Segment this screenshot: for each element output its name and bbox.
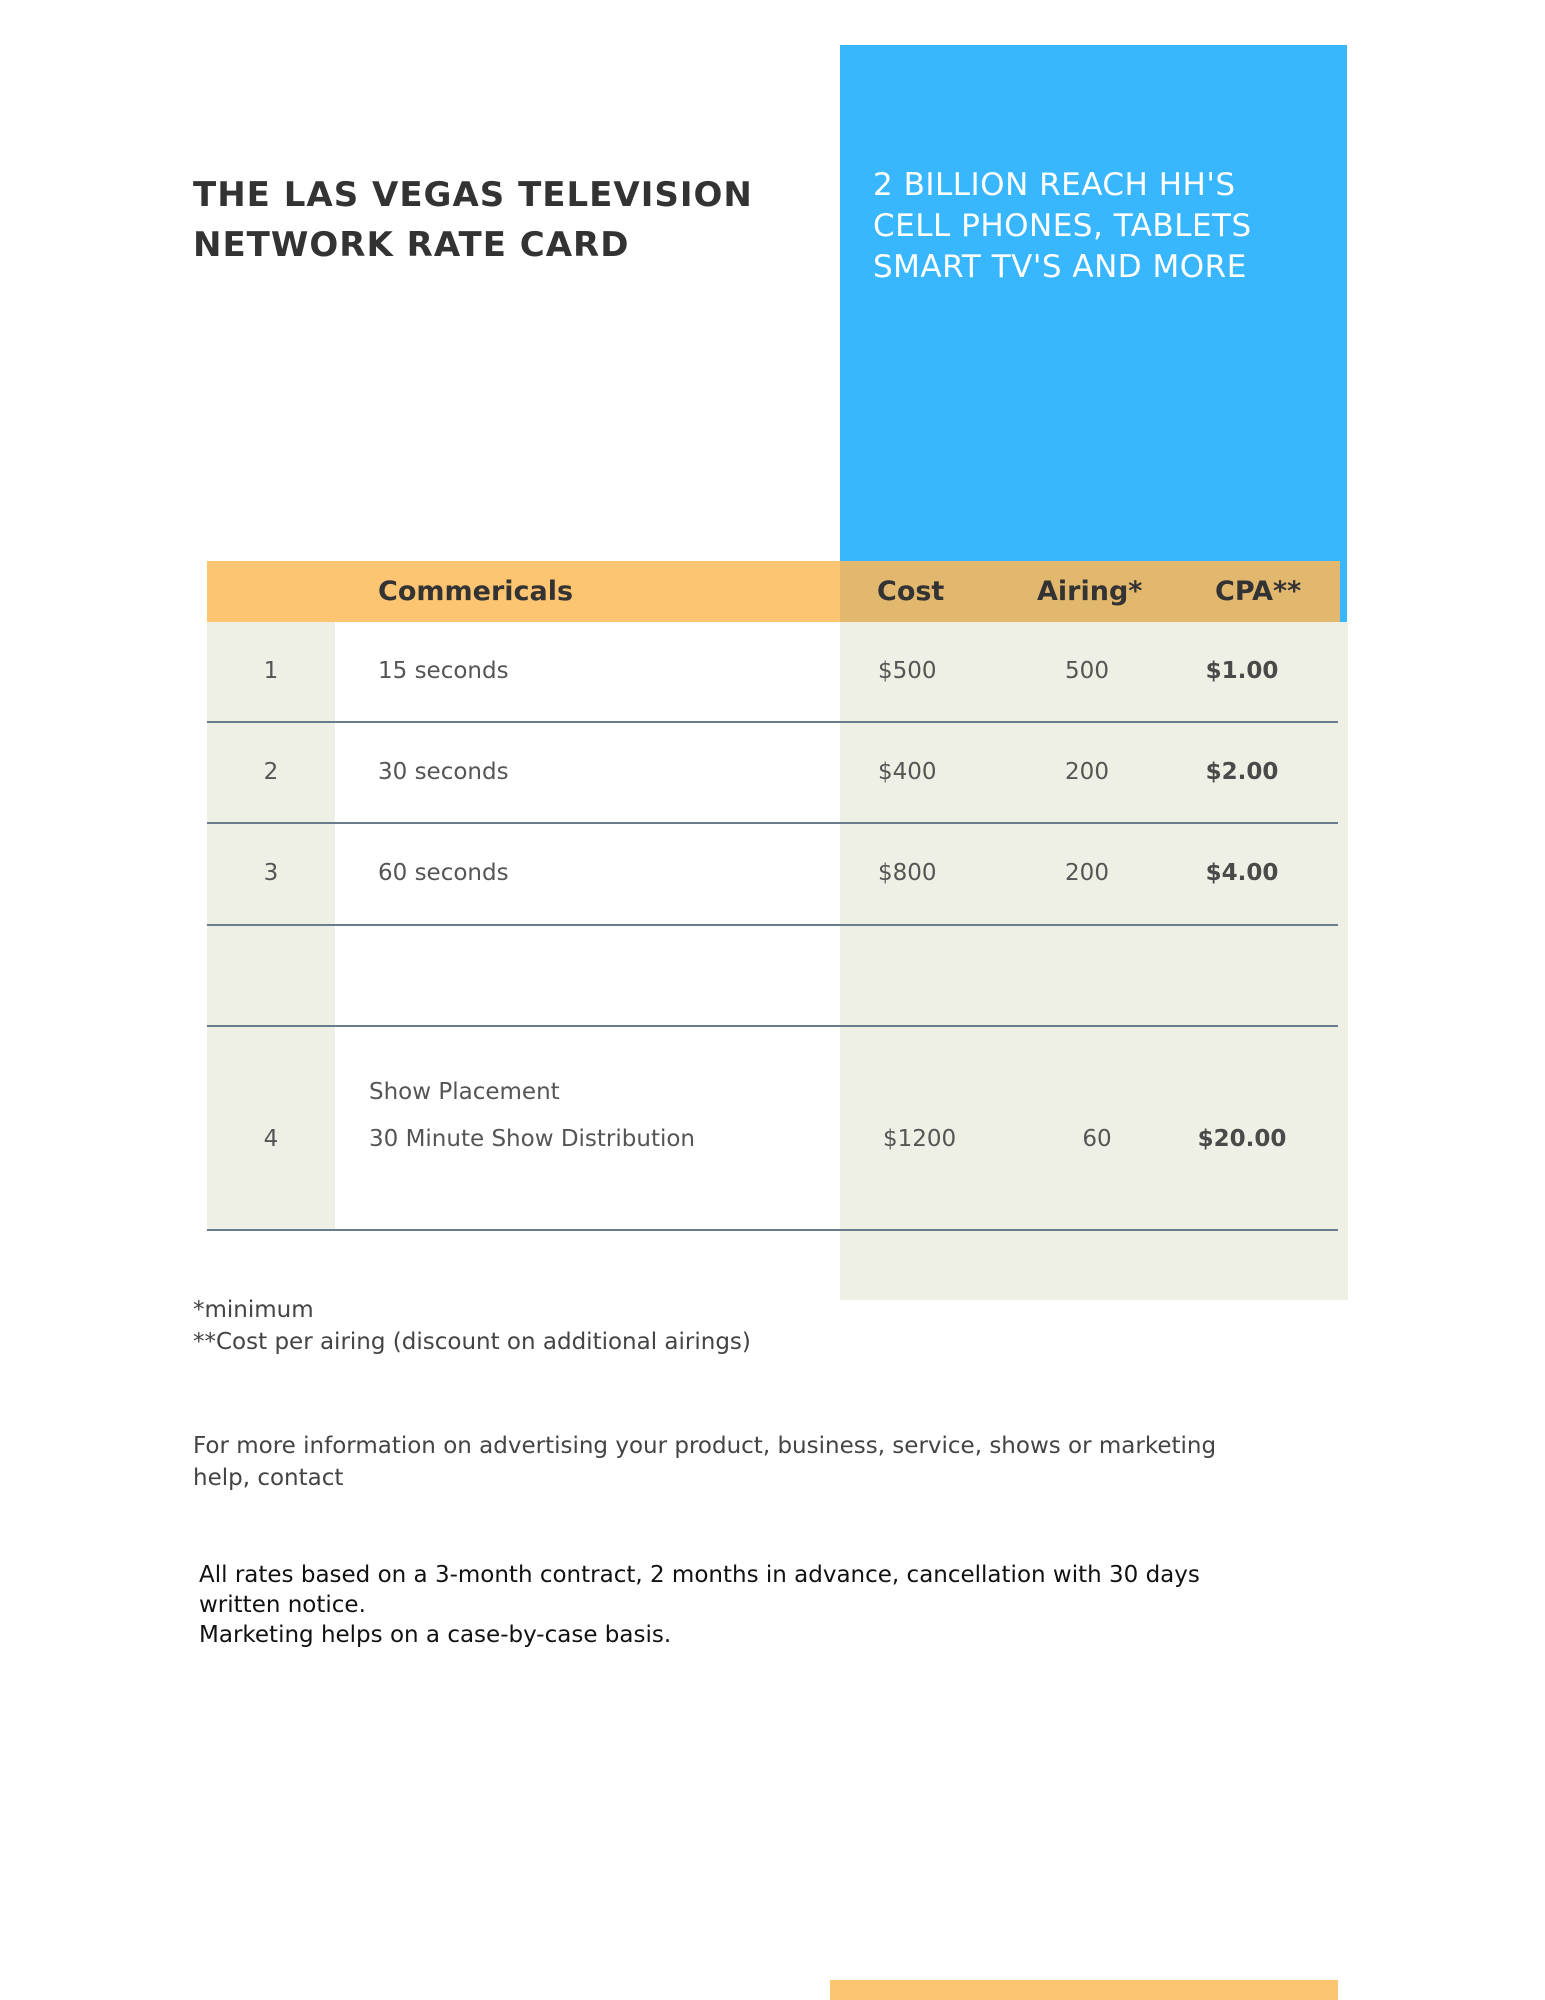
- reach-text: 2 BILLION REACH HH'S CELL PHONES, TABLETS SMART TV'S AND MORE: [873, 167, 1252, 285]
- header-cpa: CPA**: [1215, 576, 1302, 607]
- row-divider: [207, 1025, 1338, 1027]
- terms-line-2: Marketing helps on a case-by-case basis.: [199, 1622, 672, 1648]
- row-divider: [207, 822, 1338, 824]
- row-divider: [207, 1229, 1338, 1231]
- row-1-airing: 500: [1065, 658, 1109, 684]
- header-cost: Cost: [877, 576, 945, 607]
- price-columns-bg: [840, 622, 1348, 1300]
- row-4-number: 4: [263, 1126, 279, 1152]
- row-4-airing: 60: [1082, 1126, 1112, 1152]
- row-3-description: 60 seconds: [378, 860, 509, 886]
- row-1-description: 15 seconds: [378, 658, 509, 684]
- row-4-description: 30 Minute Show Distribution: [369, 1126, 695, 1152]
- header-airing: Airing*: [1037, 576, 1143, 607]
- row-3-cpa: $4.00: [1205, 860, 1279, 886]
- row-4-cost: $1200: [883, 1126, 957, 1152]
- contact-info: For more information on advertising your product, business, service, shows or marketing help, contact: [193, 1433, 1217, 1491]
- row-3-airing: 200: [1065, 860, 1109, 886]
- show-placement-label: Show Placement: [369, 1079, 560, 1105]
- footnote-minimum: *minimum: [193, 1297, 314, 1323]
- footer-bar: [830, 1980, 1338, 2000]
- row-2-number: 2: [263, 759, 279, 785]
- footnote-cost-per-airing: **Cost per airing (discount on additional airings): [193, 1329, 751, 1355]
- row-divider: [207, 721, 1338, 723]
- row-1-number: 1: [263, 658, 279, 684]
- row-divider: [207, 924, 1338, 926]
- row-2-airing: 200: [1065, 759, 1109, 785]
- row-4-cpa: $20.00: [1197, 1126, 1287, 1152]
- contract-terms: [199, 1560, 1259, 1650]
- row-3-cost: $800: [878, 860, 937, 886]
- page-title: THE LAS VEGAS TELEVISION NETWORK RATE CARD: [193, 175, 753, 265]
- row-3-number: 3: [263, 860, 279, 886]
- rate-table: [207, 561, 1348, 1241]
- header-commercials: Commericals: [378, 576, 574, 607]
- row-1-cpa: $1.00: [1205, 658, 1279, 684]
- row-1-cost: $500: [878, 658, 937, 684]
- reach-panel: [840, 45, 1347, 622]
- row-2-cost: $400: [878, 759, 937, 785]
- row-2-cpa: $2.00: [1205, 759, 1279, 785]
- row-2-description: 30 seconds: [378, 759, 509, 785]
- terms-line-1: All rates based on a 3-month contract, 2 months in advance, cancellation with 30 days written notice.: [199, 1562, 1200, 1618]
